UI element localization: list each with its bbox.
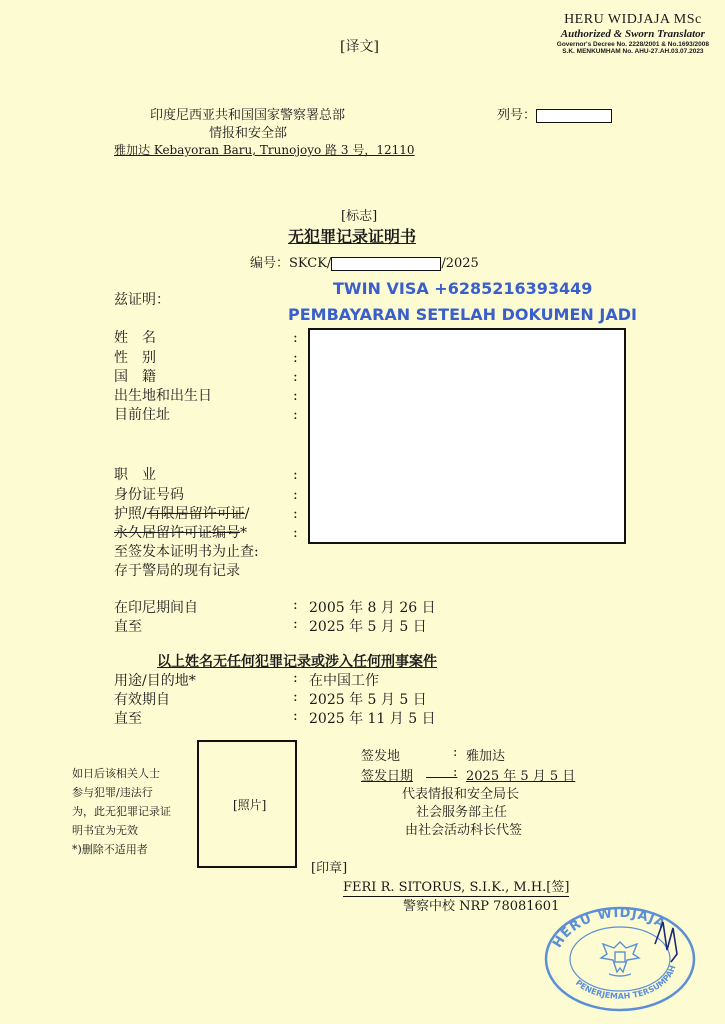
colon: : <box>293 487 298 503</box>
colon: : <box>293 369 298 385</box>
issue-place-label: 签发地 <box>361 749 401 764</box>
colon: : <box>293 670 298 686</box>
struck-permanent-permit: 永久居留许可证编号 <box>114 525 240 541</box>
signer-rank: 警察中校 NRP 78081601 <box>403 899 560 914</box>
stay-from-value: 2005 年 8 月 26 日 <box>309 600 436 616</box>
field-passport-label-1 <box>114 503 249 523</box>
field-nationality-label: 国 籍 <box>114 369 156 385</box>
colon: : <box>293 350 298 366</box>
agency-line1: 印度尼西亚共和国国家警察署总部 <box>150 108 346 123</box>
watermark-line2: PEMBAYARAN SETELAH DOKUMEN JADI <box>288 305 637 324</box>
colon: : <box>293 388 298 404</box>
passport-text: 护照/ <box>114 506 147 522</box>
colon: : <box>293 689 298 705</box>
number-suffix: /2025 <box>441 256 479 271</box>
stay-to-value: 2025 年 5 月 5 日 <box>309 619 427 635</box>
field-birth-label: 出生地和出生日 <box>114 388 212 404</box>
translator-decree: Governor's Decree No. 2228/2001 & No.1693/2008 <box>556 40 709 48</box>
purpose-value: 在中国工作 <box>309 673 379 689</box>
colon: : <box>293 330 298 346</box>
note-line: 为，此无犯罪记录证 <box>72 805 171 818</box>
seal-top-text: HERU WIDJAJA <box>550 905 669 951</box>
number-redaction <box>331 257 441 271</box>
note-line: 明书宜为无效 <box>72 824 138 837</box>
field-passport-label-2 <box>114 522 247 542</box>
issue-date-label: 签发日期 <box>361 769 414 784</box>
representative-line3: 由社会活动科长代签 <box>405 823 523 838</box>
watermark-line1: TWIN VISA +6285216393449 <box>333 279 593 298</box>
photo-box <box>197 740 297 868</box>
asterisk: * <box>240 525 247 541</box>
colon: : <box>453 745 458 760</box>
valid-to-label: 直至 <box>114 711 142 727</box>
stay-to-label: 直至 <box>114 619 142 635</box>
garuda-emblem-icon <box>601 942 639 976</box>
issue-place-value: 雅加达 <box>466 749 506 764</box>
colon: : <box>293 407 298 423</box>
agency-address: 雅加达 Kebayoran Baru, Trunojoyo 路 3 号，12110 <box>114 143 415 157</box>
field-id-label: 身份证号码 <box>114 487 184 503</box>
colon: : <box>293 525 298 541</box>
struck-limited-permit: 有限居留许可证 <box>146 506 245 522</box>
colon: : <box>293 506 298 522</box>
serial-number <box>497 104 612 123</box>
purpose-label: 用途/目的地* <box>114 673 196 689</box>
field-address-label: 目前住址 <box>114 407 170 423</box>
signer-name: FERI R. SITORUS, S.I.K., M.H.[签] <box>343 876 569 897</box>
certify-label: 兹证明： <box>114 292 170 308</box>
translator-header <box>557 12 709 56</box>
translation-marker: [译文] <box>340 39 379 55</box>
translator-sk: S.K. MENKUMHAM No. AHU-27.AH.03.07.2023 <box>562 48 704 56</box>
field-gender-label: 性 别 <box>114 350 156 366</box>
seal-bottom-text: PENERJEMAH TERSUMPAH <box>573 964 678 1001</box>
colon: : <box>293 708 298 724</box>
check-line2: 存于警局的现有记录 <box>114 563 240 579</box>
agency-line2: 情报和安全部 <box>209 126 288 141</box>
serial-label: 列号： <box>497 108 537 123</box>
representative-line1: 代表情报和安全局长 <box>402 787 520 802</box>
translator-name: HERU WIDJAJA MSc <box>564 12 702 27</box>
logo-placeholder: [标志] <box>341 209 378 224</box>
valid-from-value: 2025 年 5 月 5 日 <box>309 692 427 708</box>
invalidity-note <box>72 764 171 859</box>
check-line1: 至签发本证明书为止查: <box>114 544 259 560</box>
slash-text: / <box>244 506 250 522</box>
valid-to-value: 2025 年 11 月 5 日 <box>309 711 436 727</box>
issue-date-spacer <box>426 765 458 780</box>
representative-line2: 社会服务部主任 <box>416 805 508 820</box>
photo-placeholder: [照片] <box>233 798 267 812</box>
issue-date-value: 2025 年 5 月 5 日 <box>466 769 576 784</box>
personal-data-redaction <box>308 328 626 544</box>
stamp-placeholder: [印章] <box>311 861 348 876</box>
field-name-label: 姓 名 <box>114 330 156 346</box>
colon: : <box>453 765 458 780</box>
note-line: 如日后该相关人士 <box>72 767 160 780</box>
note-line: 参与犯罪/违法行 <box>72 786 153 799</box>
note-line: *)删除不适用者 <box>72 843 148 856</box>
no-record-statement: 以上姓名无任何犯罪记录或涉入任何刑事案件 <box>157 654 437 670</box>
translator-role: Authorized & Sworn Translator <box>560 28 705 41</box>
colon: : <box>293 616 298 632</box>
seal-inner-ring <box>570 927 670 991</box>
valid-from-label: 有效期自 <box>114 692 170 708</box>
serial-redaction <box>536 109 612 123</box>
document-title: 无犯罪记录证明书 <box>288 227 417 246</box>
field-occupation-label: 职 业 <box>114 467 156 483</box>
translator-seal <box>543 902 697 1012</box>
document-number <box>250 252 479 271</box>
stay-from-label: 在印尼期间自 <box>114 600 198 616</box>
number-label: 编号：SKCK/ <box>250 256 332 271</box>
colon: : <box>293 467 298 483</box>
colon: : <box>293 597 298 613</box>
